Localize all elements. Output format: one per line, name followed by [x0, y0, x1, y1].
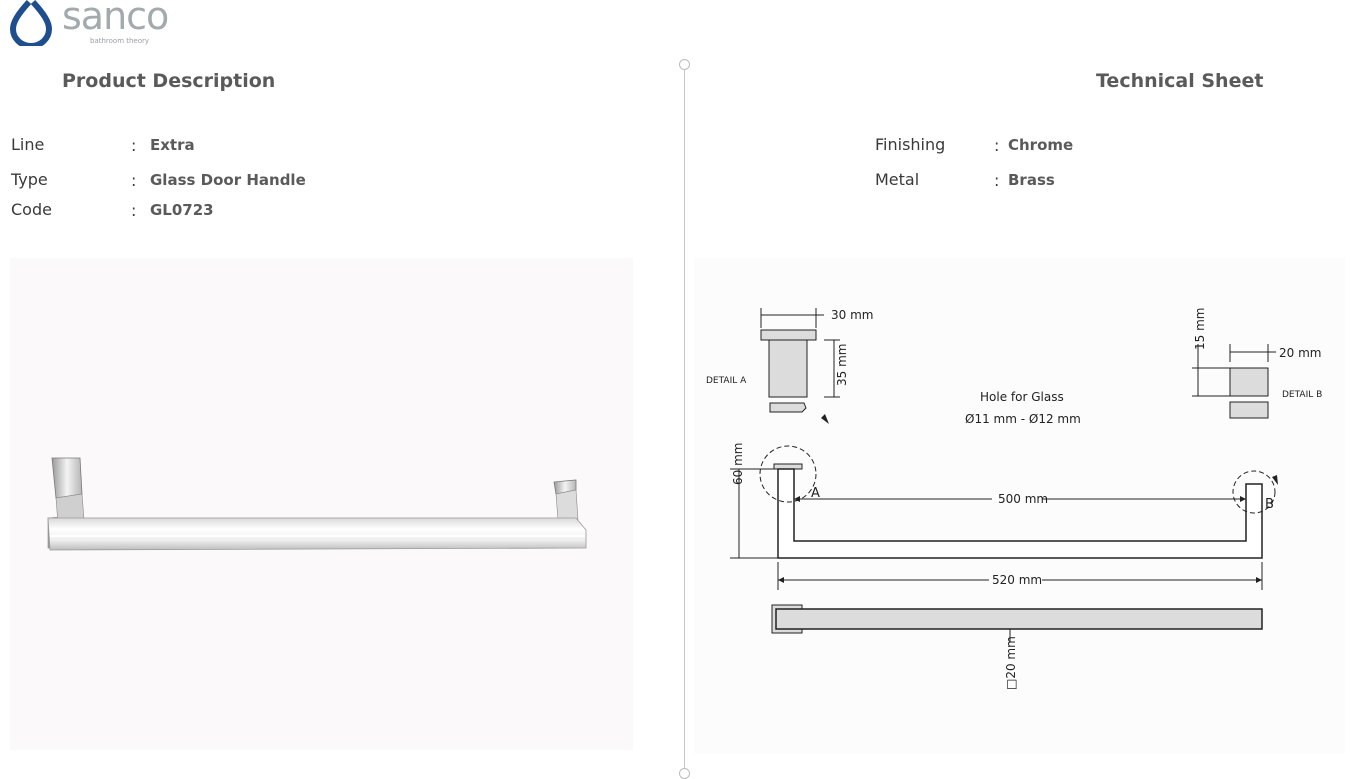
dim-height: 60 mm	[731, 442, 745, 485]
dim-total: 520 mm	[992, 573, 1043, 587]
field-colon: :	[994, 136, 1000, 155]
dim-b-width: 20 mm	[1279, 346, 1322, 360]
brand-logo	[10, 0, 170, 48]
field-label-line: Line	[11, 135, 45, 154]
marker-b: B	[1265, 497, 1274, 512]
dim-inner: 500 mm	[998, 492, 1049, 506]
product-photo	[10, 258, 633, 750]
label-detail-a: DETAIL A	[706, 376, 747, 386]
field-value-line: Extra	[150, 136, 195, 154]
technical-sheet-title: Technical Sheet	[1096, 70, 1264, 92]
field-value-code: GL0723	[150, 201, 214, 219]
column-divider	[684, 64, 685, 772]
technical-drawing	[694, 258, 1345, 754]
drop-icon	[10, 0, 54, 46]
field-colon: :	[131, 171, 137, 190]
field-colon: :	[131, 201, 137, 220]
field-label-code: Code	[11, 200, 52, 219]
hole-label: Hole for Glass	[980, 390, 1064, 404]
door-handle-image	[10, 258, 633, 750]
hole-diameter: Ø11 mm - Ø12 mm	[965, 412, 1081, 426]
field-label-metal: Metal	[875, 170, 920, 189]
field-value-finishing: Chrome	[1008, 136, 1074, 154]
dim-b-height: 15 mm	[1193, 307, 1207, 350]
marker-a: A	[811, 486, 820, 501]
dim-a-width: 30 mm	[831, 308, 874, 322]
dim-section: □20 mm	[1004, 636, 1018, 690]
label-detail-b: DETAIL B	[1282, 390, 1323, 400]
field-colon: :	[131, 136, 137, 155]
field-value-type: Glass Door Handle	[150, 171, 306, 189]
field-colon: :	[994, 171, 1000, 190]
brand-name: sanco	[62, 0, 169, 38]
brand-tagline: bathroom theory	[90, 37, 150, 45]
divider-dot-top	[679, 59, 690, 70]
field-label-type: Type	[11, 170, 48, 189]
field-label-finishing: Finishing	[875, 135, 946, 154]
product-description-title: Product Description	[62, 70, 276, 92]
divider-dot-bottom	[679, 768, 690, 779]
dim-a-height: 35 mm	[835, 343, 849, 386]
handle-dimension-drawing	[694, 258, 1345, 754]
field-value-metal: Brass	[1008, 171, 1055, 189]
